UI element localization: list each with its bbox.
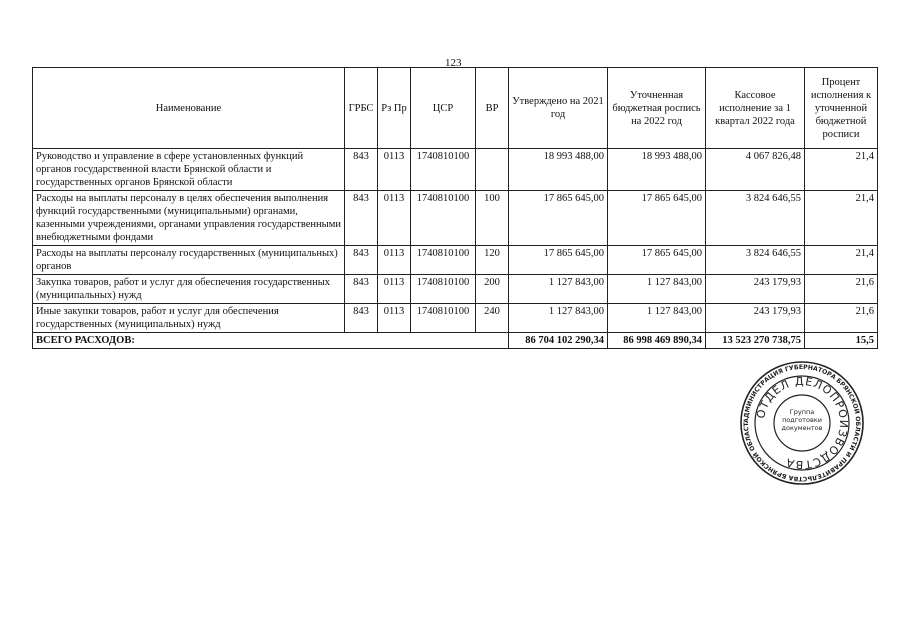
table-row [33,191,878,246]
row-refined: 18 993 488,00 [608,149,706,191]
header-rzpr: Рз Пр [378,68,411,149]
row-grbs: 843 [345,246,378,275]
row-name: Иные закупки товаров, работ и услуг для обеспечения государственных (муниципальных) нужд [33,304,345,333]
stamp-seal-icon [739,360,865,486]
total-refined: 86 998 469 890,34 [608,333,706,349]
row-name: Закупка товаров, работ и услуг для обеспечения государственных (муниципальных) нужд [33,275,345,304]
row-percent: 21,4 [805,191,878,246]
header-vr: ВР [476,68,509,149]
table-row [33,246,878,275]
table-row [33,275,878,304]
row-grbs: 843 [345,149,378,191]
row-name: Руководство и управление в сфере установленных функций органов государственной власти Брянской области и государственных органов Брянской области [33,149,345,191]
stamp-middle-text: ОТДЕЛ ДЕЛОПРОИЗВОДСТВА [754,374,851,472]
total-percent: 15,5 [805,333,878,349]
row-percent: 21,4 [805,149,878,191]
header-cash: Кассовое исполнение за 1 квартал 2022 года [706,68,805,149]
row-cash: 3 824 646,55 [706,246,805,275]
header-name: Наименование [33,68,345,149]
row-cash: 243 179,93 [706,275,805,304]
row-name: Расходы на выплаты персоналу государственных (муниципальных) органов [33,246,345,275]
row-cash: 3 824 646,55 [706,191,805,246]
row-rzpr: 0113 [378,275,411,304]
row-refined: 1 127 843,00 [608,275,706,304]
table-row [33,149,878,191]
total-label: ВСЕГО РАСХОДОВ: [33,333,509,349]
row-percent: 21,6 [805,275,878,304]
row-name: Расходы на выплаты персоналу в целях обеспечения выполнения функций государственными (муниципальными) органами, казенными учреждениями, органами управления государственными внебюджетными фондами [33,191,345,246]
row-grbs: 843 [345,191,378,246]
office-stamp [739,360,865,486]
row-vr [476,149,509,191]
row-refined: 17 865 645,00 [608,191,706,246]
row-csr: 1740810100 [411,275,476,304]
header-refined: Уточненная бюджетная роспись на 2022 год [608,68,706,149]
row-vr: 120 [476,246,509,275]
row-rzpr: 0113 [378,149,411,191]
row-rzpr: 0113 [378,191,411,246]
table-row [33,304,878,333]
row-approved: 1 127 843,00 [509,275,608,304]
row-vr: 100 [476,191,509,246]
row-approved: 17 865 645,00 [509,246,608,275]
row-csr: 1740810100 [411,246,476,275]
header-percent: Процент исполнения к уточненной бюджетной росписи [805,68,878,149]
row-vr: 240 [476,304,509,333]
header-csr: ЦСР [411,68,476,149]
row-refined: 17 865 645,00 [608,246,706,275]
page-number: 123 [445,57,462,69]
table-header-row [33,68,878,149]
row-cash: 4 067 826,48 [706,149,805,191]
row-vr: 200 [476,275,509,304]
row-rzpr: 0113 [378,246,411,275]
total-cash: 13 523 270 738,75 [706,333,805,349]
row-csr: 1740810100 [411,149,476,191]
row-grbs: 843 [345,304,378,333]
row-refined: 1 127 843,00 [608,304,706,333]
header-grbs: ГРБС [345,68,378,149]
row-cash: 243 179,93 [706,304,805,333]
row-csr: 1740810100 [411,191,476,246]
header-approved: Утверждено на 2021 год [509,68,608,149]
total-approved: 86 704 102 290,34 [509,333,608,349]
row-percent: 21,4 [805,246,878,275]
row-approved: 1 127 843,00 [509,304,608,333]
row-rzpr: 0113 [378,304,411,333]
row-approved: 18 993 488,00 [509,149,608,191]
row-percent: 21,6 [805,304,878,333]
total-row [33,333,878,349]
stamp-center-text: Группа подготовки документов [781,408,823,432]
budget-execution-table [32,67,878,349]
row-grbs: 843 [345,275,378,304]
stamp-outer-text: АДМИНИСТРАЦИЯ ГУБЕРНАТОРА БРЯНСКОЙ ОБЛАСТИ И ПРАВИТЕЛЬСТВА БРЯНСКОЙ ОБЛАСТ [742,363,862,483]
row-csr: 1740810100 [411,304,476,333]
row-approved: 17 865 645,00 [509,191,608,246]
